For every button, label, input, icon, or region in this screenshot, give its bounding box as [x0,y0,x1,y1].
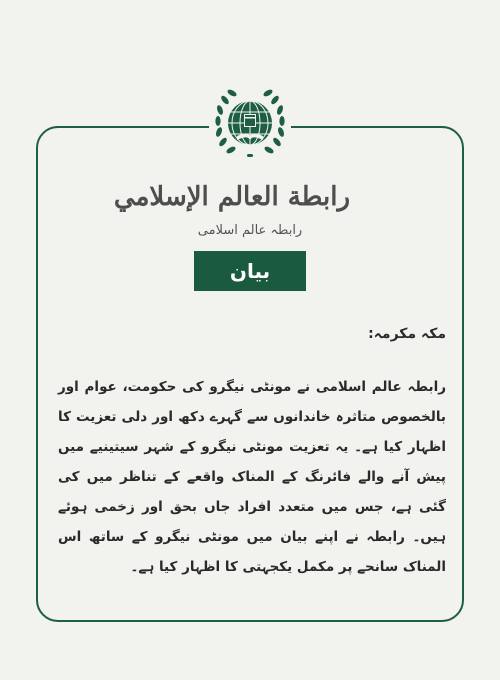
statement-banner-label: بیان [229,259,271,283]
org-name-urdu: رابطہ عالم اسلامی [197,223,303,238]
globe-laurel-emblem-icon [209,82,291,168]
org-name-arabic: رابطة العالم الإسلامي [113,182,350,212]
statement-body: رابطہ عالم اسلامی نے مونٹی نیگرو کی حکومت، عوام اور بالخصوص متاثرہ خاندانوں سے گہرے دکھ اور دلی تعزیت کا اظہار کیا ہے۔ یہ تعزیت مونٹی نیگرو کے شہر سیتینیے میں پیش آنے والے فائرنگ کے المناک واقعے کے تناظر میں کی گئی ہے، جس میں متعدد افراد جاں بحق اور زخمی ہوئے ہیں۔ رابطہ نے اپنے بیان میں مونٹی نیگرو کے ساتھ اس المناک سانحے پر مکمل یکجہتی کا اظہار کیا ہے۔ [58,379,446,575]
emblem [209,82,291,168]
statement-banner [194,251,306,291]
dateline: مکہ مکرمہ: [368,326,446,342]
